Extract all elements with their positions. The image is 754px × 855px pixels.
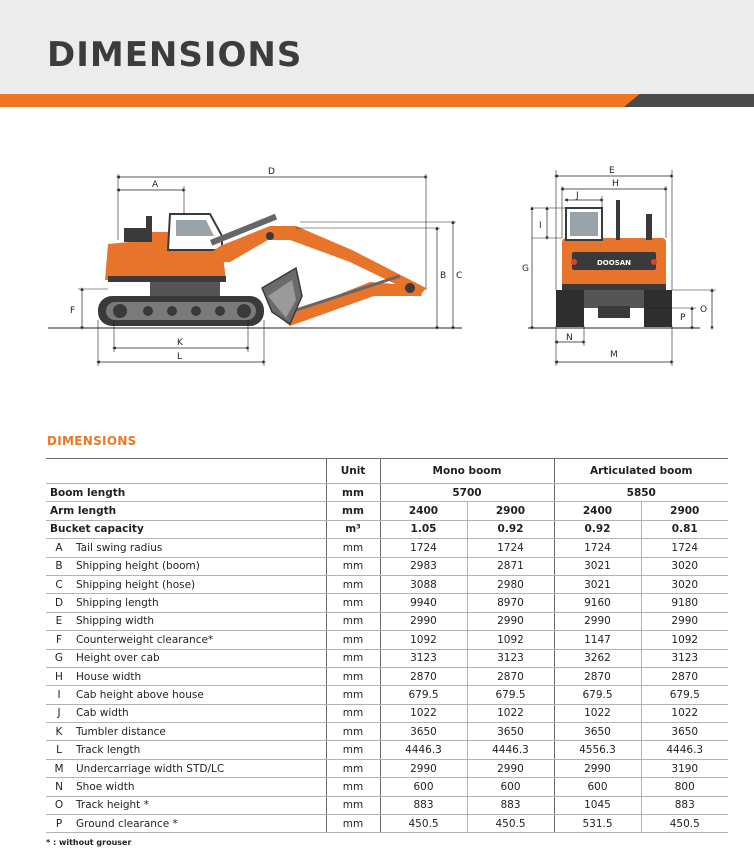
row-unit: mm: [326, 484, 380, 502]
dimension-drawing: [0, 150, 754, 380]
row-unit: mm: [326, 796, 380, 814]
header-band: [0, 0, 754, 94]
row-unit: mm: [326, 815, 380, 833]
cell-value: 1022: [380, 704, 467, 722]
cell-value: 679.5: [467, 686, 554, 704]
cell-value: 1724: [641, 539, 728, 557]
cell-value: 1092: [380, 631, 467, 649]
dim-label-i: I: [539, 221, 542, 231]
cell-value: 1092: [467, 631, 554, 649]
row-unit: mm: [326, 778, 380, 796]
cell-value: 3088: [380, 575, 467, 593]
row-label: Track height *: [72, 796, 326, 814]
table-row: [46, 796, 728, 814]
cell-value: 4446.3: [641, 741, 728, 759]
table-row: [46, 594, 728, 612]
boom-length-row: [46, 484, 728, 502]
row-unit: mm: [326, 704, 380, 722]
dim-label-n: N: [566, 333, 573, 343]
table-row: [46, 539, 728, 557]
cell-value: 3650: [554, 723, 641, 741]
row-unit: mm: [326, 575, 380, 593]
cell-value: 3020: [641, 557, 728, 575]
rear-brand-text: DOOSAN: [597, 259, 632, 267]
row-letter: G: [46, 649, 72, 667]
cell-value: 883: [641, 796, 728, 814]
row-unit: mm: [326, 759, 380, 777]
row-letter: O: [46, 796, 72, 814]
row-unit: mm: [326, 686, 380, 704]
dim-label-b: B: [440, 271, 447, 281]
row-label: Shipping width: [72, 612, 326, 630]
cell-value: 2900: [641, 502, 728, 520]
boom-brand-text: DOOSAN: [321, 256, 355, 280]
row-label: Cab height above house: [72, 686, 326, 704]
row-label: Undercarriage width STD/LC: [72, 759, 326, 777]
row-unit: mm: [326, 502, 380, 520]
row-letter: F: [46, 631, 72, 649]
cell-value: 2400: [554, 502, 641, 520]
row-label: Counterweight clearance*: [72, 631, 326, 649]
cell-value: 2990: [380, 612, 467, 630]
mono-boom-header: Mono boom: [380, 459, 554, 484]
cell-value: 2990: [467, 612, 554, 630]
row-label: Shipping length: [72, 594, 326, 612]
table-row: [46, 704, 728, 722]
row-label: Height over cab: [72, 649, 326, 667]
table-row: [46, 759, 728, 777]
cell-value: 2870: [467, 667, 554, 685]
cell-value: 1022: [641, 704, 728, 722]
cell-value: 883: [380, 796, 467, 814]
cell-value: 4446.3: [380, 741, 467, 759]
row-label: Shipping height (boom): [72, 557, 326, 575]
cell-value: 8970: [467, 594, 554, 612]
rear-view: [522, 166, 716, 366]
dimensions-table: [46, 458, 728, 833]
cell-value: 679.5: [380, 686, 467, 704]
row-letter: M: [46, 759, 72, 777]
cell-value: 1022: [554, 704, 641, 722]
row-unit: mm: [326, 667, 380, 685]
row-letter: J: [46, 704, 72, 722]
dim-label-c: C: [456, 271, 463, 281]
row-label: Shoe width: [72, 778, 326, 796]
cell-value: 9160: [554, 594, 641, 612]
row-letter: E: [46, 612, 72, 630]
page-title: DIMENSIONS: [47, 35, 303, 75]
dim-label-l: L: [177, 352, 183, 362]
row-unit: mm: [326, 649, 380, 667]
cell-value: 679.5: [554, 686, 641, 704]
row-label: Tail swing radius: [72, 539, 326, 557]
cell-value: 1724: [380, 539, 467, 557]
cell-value: 4556.3: [554, 741, 641, 759]
cell-value: 800: [641, 778, 728, 796]
row-letter: I: [46, 686, 72, 704]
cell-value: 3020: [641, 575, 728, 593]
cell-value: 0.92: [554, 520, 641, 538]
cell-value: 3650: [641, 723, 728, 741]
table-row: [46, 815, 728, 833]
cell-value: 5700: [380, 484, 554, 502]
table-row: [46, 667, 728, 685]
header-stripe: [0, 94, 754, 107]
cell-value: 1022: [467, 704, 554, 722]
cell-value: 600: [467, 778, 554, 796]
cell-value: 2990: [641, 612, 728, 630]
cell-value: 2983: [380, 557, 467, 575]
footnote: * : without grouser: [46, 838, 132, 847]
arm-shape: [280, 282, 422, 326]
cell-value: 2990: [380, 759, 467, 777]
dim-label-k: K: [177, 338, 183, 348]
table-row: [46, 575, 728, 593]
table-row: [46, 723, 728, 741]
row-letter: P: [46, 815, 72, 833]
row-label: Bucket capacity: [46, 520, 326, 538]
dim-label-e: E: [609, 166, 615, 176]
cell-value: 2400: [380, 502, 467, 520]
cell-value: 2990: [554, 612, 641, 630]
cell-value: 1724: [467, 539, 554, 557]
dim-label-o: O: [700, 305, 708, 315]
row-unit: mm: [326, 612, 380, 630]
bucket-capacity-row: [46, 520, 728, 538]
arm-length-row: [46, 502, 728, 520]
cell-value: 2990: [554, 759, 641, 777]
dim-label-g: G: [522, 264, 529, 274]
row-label: Boom length: [46, 484, 326, 502]
cell-value: 2990: [467, 759, 554, 777]
cell-value: 1045: [554, 796, 641, 814]
dim-label-j: J: [576, 191, 579, 201]
row-label: Tumbler distance: [72, 723, 326, 741]
dimension-rows: [46, 539, 728, 833]
cell-value: 1092: [641, 631, 728, 649]
row-label: House width: [72, 667, 326, 685]
row-label: Track length: [72, 741, 326, 759]
cell-value: 3190: [641, 759, 728, 777]
cell-value: 3123: [641, 649, 728, 667]
row-unit: mm: [326, 723, 380, 741]
dim-label-h: H: [612, 179, 619, 189]
cell-value: 3650: [467, 723, 554, 741]
cell-value: 450.5: [467, 815, 554, 833]
cell-value: 2900: [467, 502, 554, 520]
row-letter: D: [46, 594, 72, 612]
row-letter: L: [46, 741, 72, 759]
cell-value: 679.5: [641, 686, 728, 704]
table-row: [46, 612, 728, 630]
cell-value: 3021: [554, 575, 641, 593]
dim-label-p: P: [680, 313, 686, 323]
dim-label-f: F: [70, 306, 76, 316]
cell-value: 2871: [467, 557, 554, 575]
dim-label-a: A: [152, 180, 159, 190]
row-letter: K: [46, 723, 72, 741]
dim-label-m: M: [610, 350, 618, 360]
cell-value: 0.92: [467, 520, 554, 538]
table-row: [46, 557, 728, 575]
row-label: Arm length: [46, 502, 326, 520]
cell-value: 5850: [554, 484, 728, 502]
cell-value: 9940: [380, 594, 467, 612]
dim-label-d: D: [268, 167, 275, 177]
cell-value: 3021: [554, 557, 641, 575]
cell-value: 0.81: [641, 520, 728, 538]
row-unit: mm: [326, 594, 380, 612]
side-view: [48, 167, 462, 366]
cell-value: 3123: [380, 649, 467, 667]
row-unit: mm: [326, 741, 380, 759]
row-label: Cab width: [72, 704, 326, 722]
cell-value: 3123: [467, 649, 554, 667]
cell-value: 531.5: [554, 815, 641, 833]
cell-value: 3650: [380, 723, 467, 741]
row-label: Shipping height (hose): [72, 575, 326, 593]
row-letter: B: [46, 557, 72, 575]
stripe-orange: [0, 94, 640, 107]
row-letter: C: [46, 575, 72, 593]
cell-value: 3262: [554, 649, 641, 667]
cell-value: 9180: [641, 594, 728, 612]
cell-value: 1147: [554, 631, 641, 649]
cell-value: 450.5: [641, 815, 728, 833]
cell-value: 4446.3: [467, 741, 554, 759]
row-letter: N: [46, 778, 72, 796]
table-row: [46, 778, 728, 796]
section-title: DIMENSIONS: [47, 434, 137, 448]
cell-value: 2870: [554, 667, 641, 685]
cell-value: 2980: [467, 575, 554, 593]
cell-value: 2870: [641, 667, 728, 685]
unit-header: Unit: [326, 459, 380, 484]
stripe-grey: [624, 94, 754, 107]
row-letter: A: [46, 539, 72, 557]
row-unit: mm: [326, 631, 380, 649]
cell-value: 883: [467, 796, 554, 814]
table-row: [46, 649, 728, 667]
table-row: [46, 741, 728, 759]
row-unit: mm: [326, 539, 380, 557]
row-unit: mm: [326, 557, 380, 575]
articulated-boom-header: Articulated boom: [554, 459, 728, 484]
table-row: [46, 631, 728, 649]
cell-value: 600: [554, 778, 641, 796]
cell-value: 1.05: [380, 520, 467, 538]
cell-value: 2870: [380, 667, 467, 685]
table-row: [46, 686, 728, 704]
row-letter: H: [46, 667, 72, 685]
table-header-row: [46, 459, 728, 484]
cell-value: 600: [380, 778, 467, 796]
row-label: Ground clearance *: [72, 815, 326, 833]
cell-value: 1724: [554, 539, 641, 557]
row-unit: m³: [326, 520, 380, 538]
cell-value: 450.5: [380, 815, 467, 833]
